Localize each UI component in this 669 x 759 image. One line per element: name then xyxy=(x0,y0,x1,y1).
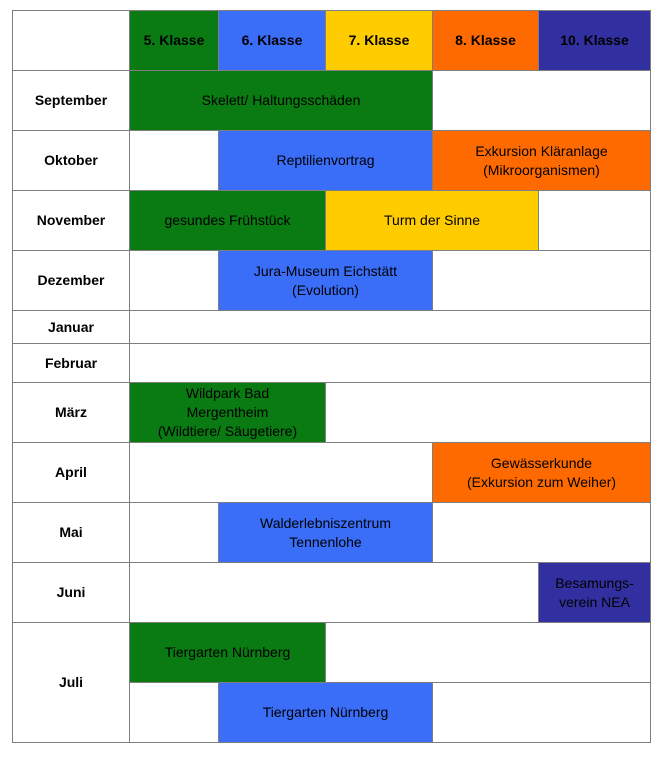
header-klasse-8: 8. Klasse xyxy=(433,11,539,71)
school-year-plan-table xyxy=(12,10,651,743)
header-klasse-6: 6. Klasse xyxy=(219,11,326,71)
empty-cell xyxy=(433,71,651,131)
empty-cell xyxy=(130,131,219,191)
event-tiergarten-6: Tiergarten Nürnberg xyxy=(219,683,433,743)
row-april xyxy=(13,443,651,503)
header-row xyxy=(13,11,651,71)
month-november: November xyxy=(13,191,130,251)
row-januar xyxy=(13,311,651,344)
empty-cell xyxy=(326,623,651,683)
header-klasse-5: 5. Klasse xyxy=(130,11,219,71)
event-gewaesserkunde: Gewässerkunde (Exkursion zum Weiher) xyxy=(433,443,651,503)
empty-cell xyxy=(130,344,651,383)
month-september: September xyxy=(13,71,130,131)
event-besamungsverein: Besamungs- verein NEA xyxy=(539,563,651,623)
row-september xyxy=(13,71,651,131)
row-dezember xyxy=(13,251,651,311)
row-juli-1 xyxy=(13,623,651,683)
event-exkursion-klaeranlage: Exkursion Kläranlage (Mikroorganismen) xyxy=(433,131,651,191)
event-turm-der-sinne: Turm der Sinne xyxy=(326,191,539,251)
event-reptilienvortrag: Reptilienvortrag xyxy=(219,131,433,191)
row-oktober xyxy=(13,131,651,191)
empty-cell xyxy=(433,683,651,743)
row-mai xyxy=(13,503,651,563)
event-skelett: Skelett/ Haltungsschäden xyxy=(130,71,433,131)
month-april: April xyxy=(13,443,130,503)
month-maerz: März xyxy=(13,383,130,443)
empty-cell xyxy=(130,683,219,743)
empty-cell xyxy=(130,503,219,563)
empty-cell xyxy=(130,563,539,623)
empty-cell xyxy=(433,251,651,311)
month-juni: Juni xyxy=(13,563,130,623)
month-februar: Februar xyxy=(13,344,130,383)
month-oktober: Oktober xyxy=(13,131,130,191)
corner-cell xyxy=(13,11,130,71)
month-mai: Mai xyxy=(13,503,130,563)
event-gesundes-fruehstueck: gesundes Frühstück xyxy=(130,191,326,251)
row-maerz xyxy=(13,383,651,443)
empty-cell xyxy=(539,191,651,251)
month-juli: Juli xyxy=(13,623,130,743)
empty-cell xyxy=(326,383,651,443)
empty-cell xyxy=(130,251,219,311)
row-februar xyxy=(13,344,651,383)
row-november xyxy=(13,191,651,251)
month-januar: Januar xyxy=(13,311,130,344)
event-jura-museum: Jura-Museum Eichstätt (Evolution) xyxy=(219,251,433,311)
event-wildpark: Wildpark Bad Mergentheim (Wildtiere/ Säugetiere) xyxy=(130,383,326,443)
event-tiergarten-5: Tiergarten Nürnberg xyxy=(130,623,326,683)
header-klasse-10: 10. Klasse xyxy=(539,11,651,71)
empty-cell xyxy=(130,443,433,503)
event-walderlebniszentrum: Walderlebniszentrum Tennenlohe xyxy=(219,503,433,563)
month-dezember: Dezember xyxy=(13,251,130,311)
empty-cell xyxy=(433,503,651,563)
header-klasse-7: 7. Klasse xyxy=(326,11,433,71)
row-juni xyxy=(13,563,651,623)
empty-cell xyxy=(130,311,651,344)
